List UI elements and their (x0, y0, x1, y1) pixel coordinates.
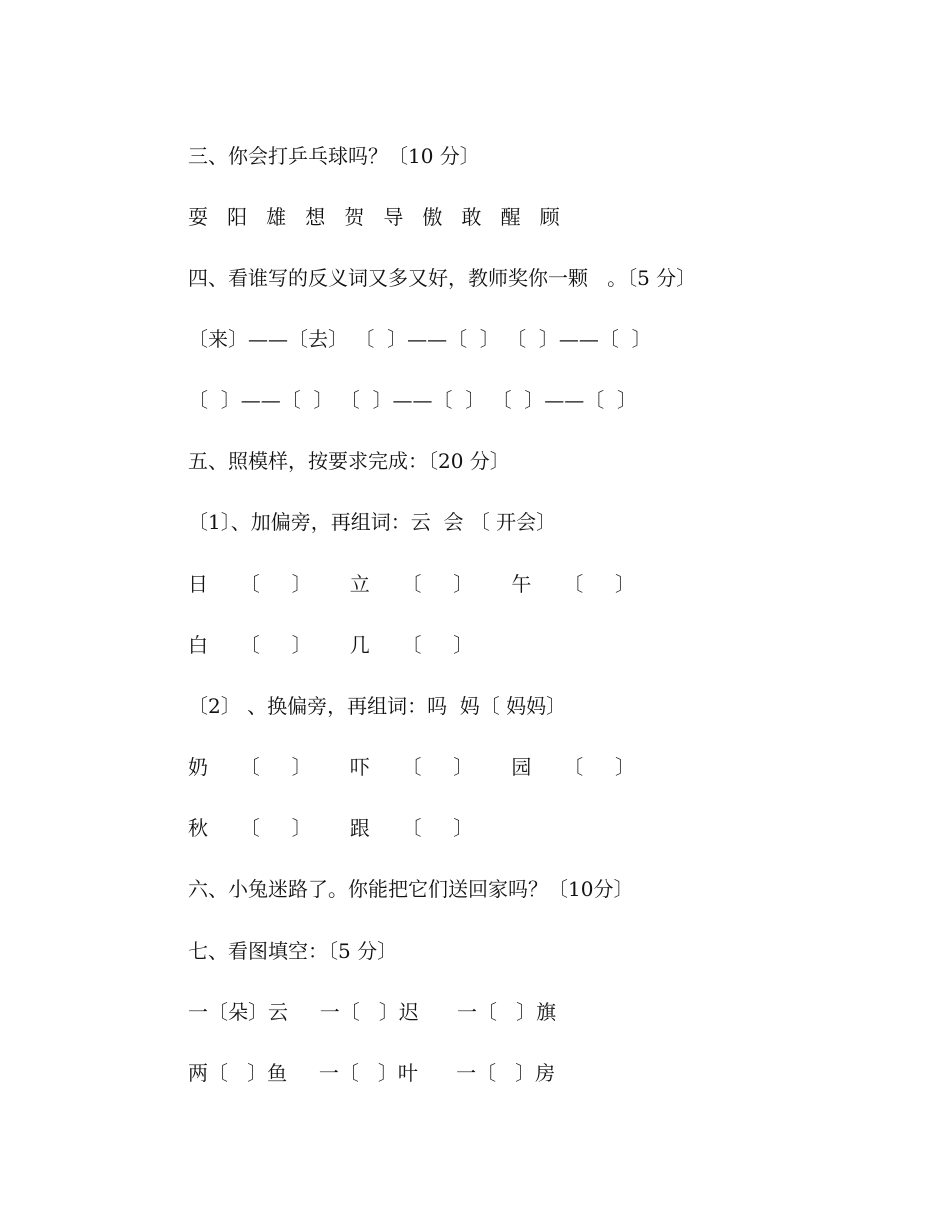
section-4-title: 四、看谁写的反义词又多又好，教师奖你一颗 。〔5 分〕 (188, 266, 697, 290)
section-6-title: 六、小兔迷路了。你能把它们送回家吗？〔10分〕 (188, 877, 634, 901)
measure-word-row-2: 两〔 〕鱼 一〔 〕叶 一〔 〕房 (188, 1061, 556, 1085)
section-3-title: 三、你会打乒乓球吗？〔10 分〕 (188, 144, 480, 168)
section-5-title: 五、照模样，按要求完成：〔20 分〕 (188, 449, 510, 473)
section-7-title: 七、看图填空：〔5 分〕 (188, 939, 398, 963)
radical-change-row-2: 秋 〔 〕 跟 〔 〕 (188, 816, 474, 840)
radical-add-row-1: 日 〔 〕 立 〔 〕 午 〔 〕 (188, 572, 636, 596)
radical-change-row-1: 奶 〔 〕 吓 〔 〕 园 〔 〕 (188, 755, 636, 779)
radical-add-row-2: 白 〔 〕 几 〔 〕 (188, 633, 474, 657)
antonym-row-1: 〔来〕——〔去〕 〔 〕——〔 〕 〔 〕——〔 〕 (188, 327, 652, 351)
section-5-part-1-title: 〔1〕、加偏旁，再组词：云 会 〔 开会〕 (188, 510, 557, 534)
antonym-row-2: 〔 〕——〔 〕 〔 〕——〔 〕 〔 〕——〔 〕 (188, 388, 638, 412)
measure-word-row-1: 一〔朵〕云 一〔 〕迟 一〔 〕旗 (188, 1000, 557, 1024)
section-3-characters: 耍 阳 雄 想 贺 导 傲 敢 醒 顾 (188, 205, 560, 229)
section-5-part-2-title: 〔2〕 、换偏旁，再组词：吗 妈〔 妈妈〕 (188, 694, 567, 718)
